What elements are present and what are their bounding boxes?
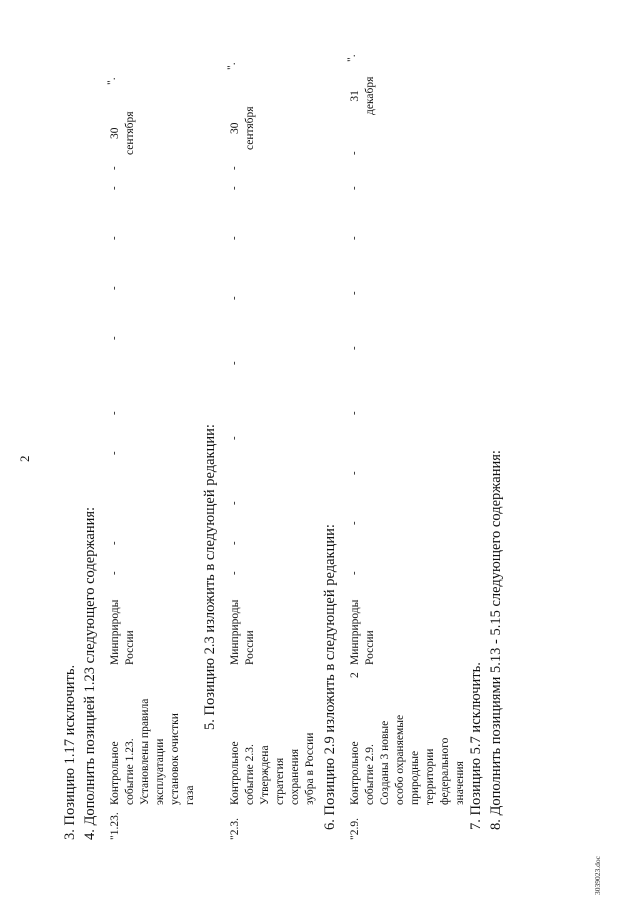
footer-file-code: 3039023.doc xyxy=(593,856,602,895)
event-line: Утверждена xyxy=(259,745,271,805)
row-dash: - xyxy=(348,291,360,295)
row-dash: - xyxy=(228,436,240,440)
row-2-9-number: "2.9. xyxy=(349,818,361,840)
row-dash: - xyxy=(228,236,240,240)
page-number: 2 xyxy=(17,455,32,462)
ministry-line: России xyxy=(124,630,136,665)
date-month: сентября xyxy=(244,106,256,150)
row-dash: - xyxy=(348,571,360,575)
item-8-heading: 8. Дополнить позициями 5.13 - 5.15 следующего содержания: xyxy=(488,450,504,830)
event-line: особо охраняемые xyxy=(394,714,406,805)
row-dash: - xyxy=(108,541,120,545)
date-day: 31 xyxy=(349,90,361,102)
event-line: стратегия xyxy=(274,757,286,805)
event-line: событие 1.23. xyxy=(124,738,136,805)
event-line: федерального xyxy=(439,737,451,805)
row-2-9-indicator: 2 xyxy=(349,672,361,678)
row-2-9-event xyxy=(348,685,468,805)
row-dash: - xyxy=(108,166,120,170)
row-dash: - xyxy=(348,151,360,155)
row-2-9-ministry xyxy=(348,600,378,665)
event-line: Контрольное xyxy=(229,741,241,805)
event-line: Контрольное xyxy=(349,741,361,805)
row-dash: - xyxy=(348,521,360,525)
row-2-3-number: "2.3. xyxy=(229,818,241,840)
row-dash: - xyxy=(108,286,120,290)
ministry-line: России xyxy=(244,630,256,665)
row-dash: - xyxy=(108,236,120,240)
row-dash: - xyxy=(348,186,360,190)
event-line: Созданы 3 новые xyxy=(379,720,391,805)
row-1-23-date xyxy=(108,111,138,155)
item-4-heading: 4. Дополнить позицией 1.23 следующего содержания: xyxy=(82,506,98,840)
event-line: сохранения xyxy=(289,748,301,805)
row-dash: - xyxy=(108,451,120,455)
row-2-9-date xyxy=(348,77,378,115)
date-day: 30 xyxy=(229,122,241,134)
row-dash: - xyxy=(228,361,240,365)
date-month: сентября xyxy=(124,111,136,155)
event-line: газа xyxy=(184,785,196,805)
row-dash: - xyxy=(228,571,240,575)
event-line: событие 2.3. xyxy=(244,744,256,805)
event-line: Контрольное xyxy=(109,741,121,805)
row-dash: - xyxy=(108,336,120,340)
event-line: значения xyxy=(454,761,466,805)
item-5-heading: 5. Позицию 2.3 изложить в следующей редакции: xyxy=(202,424,218,730)
ministry-line: Минприроды xyxy=(229,599,241,665)
row-dash: - xyxy=(348,411,360,415)
date-month: декабря xyxy=(364,76,376,115)
event-line: событие 2.9. xyxy=(364,744,376,805)
row-dash: - xyxy=(348,471,360,475)
item-6-heading: 6. Позицию 2.9 изложить в следующей редакции: xyxy=(322,524,338,830)
row-closing-quote: ". xyxy=(346,54,358,62)
ministry-line: Минприроды xyxy=(349,599,361,665)
event-line: установок очистки xyxy=(169,713,181,805)
row-dash: - xyxy=(228,296,240,300)
row-closing-quote: ". xyxy=(226,62,238,70)
row-1-23-event xyxy=(108,685,198,805)
row-closing-quote: ". xyxy=(106,77,118,85)
row-dash: - xyxy=(348,346,360,350)
row-dash: - xyxy=(348,236,360,240)
row-dash: - xyxy=(108,571,120,575)
item-7-heading: 7. Позицию 5.7 исключить. xyxy=(468,662,484,830)
date-day: 30 xyxy=(109,127,121,139)
row-dash: - xyxy=(228,541,240,545)
event-line: Установлены правила xyxy=(139,698,151,805)
event-line: эксплуатации xyxy=(154,738,166,805)
event-line: зубра в России xyxy=(304,732,316,805)
row-dash: - xyxy=(228,501,240,505)
row-dash: - xyxy=(108,411,120,415)
row-dash: - xyxy=(108,186,120,190)
row-2-3-ministry xyxy=(228,600,258,665)
item-3-heading: 3. Позицию 1.17 исключить. xyxy=(62,664,78,840)
ministry-line: Минприроды xyxy=(109,599,121,665)
row-1-23-ministry xyxy=(108,600,138,665)
row-2-3-date xyxy=(228,106,258,150)
ministry-line: России xyxy=(364,630,376,665)
row-2-3-event xyxy=(228,685,318,805)
row-dash: - xyxy=(228,166,240,170)
row-1-23-number: "1.23. xyxy=(109,812,121,840)
event-line: территории xyxy=(424,748,436,805)
row-dash: - xyxy=(228,186,240,190)
event-line: природные xyxy=(409,750,421,805)
